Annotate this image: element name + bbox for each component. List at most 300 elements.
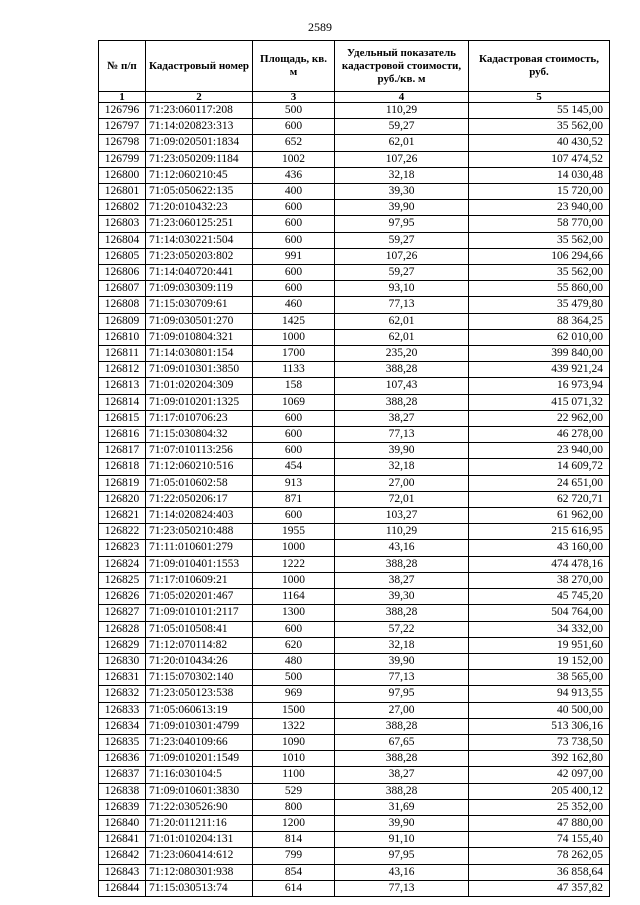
specific-value-cell: 57,22 xyxy=(335,621,469,637)
table-row xyxy=(99,265,610,281)
specific-value-cell: 388,28 xyxy=(335,718,469,734)
row-number-cell: 126805 xyxy=(99,248,146,264)
cadastral-cost-cell: 23 940,00 xyxy=(469,200,610,216)
cadastral-number-cell: 71:14:030221:504 xyxy=(146,232,253,248)
cadastral-cost-cell: 62 010,00 xyxy=(469,329,610,345)
cadastral-cost-cell: 513 306,16 xyxy=(469,718,610,734)
cadastral-cost-cell: 415 071,32 xyxy=(469,394,610,410)
cadastral-number-cell: 71:12:060210:45 xyxy=(146,167,253,183)
specific-value-cell: 107,26 xyxy=(335,248,469,264)
header-area: Площадь, кв. м xyxy=(253,41,335,92)
cadastral-number-cell: 71:05:050622:135 xyxy=(146,184,253,200)
cadastral-number-cell: 71:17:010706:23 xyxy=(146,410,253,426)
table-row xyxy=(99,767,610,783)
area-cell: 1133 xyxy=(253,362,335,378)
cadastral-number-cell: 71:15:030804:32 xyxy=(146,427,253,443)
specific-value-cell: 43,16 xyxy=(335,540,469,556)
cadastral-cost-cell: 25 352,00 xyxy=(469,799,610,815)
table-row xyxy=(99,362,610,378)
area-cell: 600 xyxy=(253,119,335,135)
area-cell: 1300 xyxy=(253,605,335,621)
cadastral-number-cell: 71:09:010601:3830 xyxy=(146,783,253,799)
row-number-cell: 126817 xyxy=(99,443,146,459)
cadastral-number-cell: 71:12:080301:938 xyxy=(146,864,253,880)
specific-value-cell: 72,01 xyxy=(335,491,469,507)
specific-value-cell: 91,10 xyxy=(335,832,469,848)
cadastral-number-cell: 71:05:010602:58 xyxy=(146,475,253,491)
row-number-cell: 126841 xyxy=(99,832,146,848)
specific-value-cell: 103,27 xyxy=(335,508,469,524)
cadastral-cost-cell: 46 278,00 xyxy=(469,427,610,443)
table-row xyxy=(99,524,610,540)
cadastral-cost-cell: 35 479,80 xyxy=(469,297,610,313)
cadastral-number-cell: 71:09:010201:1549 xyxy=(146,751,253,767)
cadastral-number-cell: 71:12:060210:516 xyxy=(146,459,253,475)
column-number: 2 xyxy=(146,92,253,103)
row-number-cell: 126835 xyxy=(99,734,146,750)
row-number-cell: 126801 xyxy=(99,184,146,200)
row-number-cell: 126812 xyxy=(99,362,146,378)
cadastral-number-cell: 71:11:010601:279 xyxy=(146,540,253,556)
cadastral-number-cell: 71:09:030309:119 xyxy=(146,281,253,297)
table-row xyxy=(99,783,610,799)
area-cell: 799 xyxy=(253,848,335,864)
table-row xyxy=(99,799,610,815)
table-row xyxy=(99,686,610,702)
specific-value-cell: 62,01 xyxy=(335,329,469,345)
row-number-cell: 126810 xyxy=(99,329,146,345)
cadastral-cost-cell: 23 940,00 xyxy=(469,443,610,459)
area-cell: 600 xyxy=(253,216,335,232)
cadastral-cost-cell: 215 616,95 xyxy=(469,524,610,540)
table-row xyxy=(99,832,610,848)
specific-value-cell: 39,90 xyxy=(335,443,469,459)
cadastral-number-cell: 71:09:010401:1553 xyxy=(146,556,253,572)
specific-value-cell: 110,29 xyxy=(335,524,469,540)
specific-value-cell: 59,27 xyxy=(335,119,469,135)
cadastral-cost-cell: 35 562,00 xyxy=(469,265,610,281)
row-number-cell: 126806 xyxy=(99,265,146,281)
cadastral-number-cell: 71:23:060414:612 xyxy=(146,848,253,864)
cadastral-number-cell: 71:14:040720:441 xyxy=(146,265,253,281)
table-row xyxy=(99,556,610,572)
table-row xyxy=(99,734,610,750)
table-row xyxy=(99,346,610,362)
cadastral-cost-cell: 24 651,00 xyxy=(469,475,610,491)
cadastral-value-table xyxy=(98,40,610,897)
row-number-cell: 126797 xyxy=(99,119,146,135)
area-cell: 1200 xyxy=(253,815,335,831)
area-cell: 1090 xyxy=(253,734,335,750)
cadastral-cost-cell: 88 364,25 xyxy=(469,313,610,329)
cadastral-cost-cell: 35 562,00 xyxy=(469,232,610,248)
table-header-row xyxy=(99,41,610,92)
cadastral-number-cell: 71:09:020501:1834 xyxy=(146,135,253,151)
row-number-cell: 126808 xyxy=(99,297,146,313)
specific-value-cell: 77,13 xyxy=(335,427,469,443)
cadastral-cost-cell: 19 951,60 xyxy=(469,637,610,653)
row-number-cell: 126834 xyxy=(99,718,146,734)
table-body xyxy=(99,103,610,897)
cadastral-number-cell: 71:05:010508:41 xyxy=(146,621,253,637)
cadastral-number-cell: 71:09:030501:270 xyxy=(146,313,253,329)
cadastral-cost-cell: 504 764,00 xyxy=(469,605,610,621)
specific-value-cell: 32,18 xyxy=(335,167,469,183)
row-number-cell: 126828 xyxy=(99,621,146,637)
row-number-cell: 126825 xyxy=(99,572,146,588)
cadastral-cost-cell: 62 720,71 xyxy=(469,491,610,507)
cadastral-number-cell: 71:16:030104:5 xyxy=(146,767,253,783)
specific-value-cell: 93,10 xyxy=(335,281,469,297)
area-cell: 1000 xyxy=(253,572,335,588)
row-number-cell: 126813 xyxy=(99,378,146,394)
row-number-cell: 126822 xyxy=(99,524,146,540)
area-cell: 1164 xyxy=(253,589,335,605)
row-number-cell: 126844 xyxy=(99,880,146,896)
cadastral-number-cell: 71:14:030801:154 xyxy=(146,346,253,362)
cadastral-cost-cell: 14 609,72 xyxy=(469,459,610,475)
row-number-cell: 126823 xyxy=(99,540,146,556)
area-cell: 600 xyxy=(253,265,335,281)
table-row xyxy=(99,637,610,653)
table-row xyxy=(99,443,610,459)
cadastral-number-cell: 71:23:050210:488 xyxy=(146,524,253,540)
area-cell: 800 xyxy=(253,799,335,815)
area-cell: 500 xyxy=(253,103,335,119)
specific-value-cell: 39,90 xyxy=(335,815,469,831)
area-cell: 1069 xyxy=(253,394,335,410)
row-number-cell: 126804 xyxy=(99,232,146,248)
specific-value-cell: 110,29 xyxy=(335,103,469,119)
row-number-cell: 126820 xyxy=(99,491,146,507)
specific-value-cell: 77,13 xyxy=(335,880,469,896)
area-cell: 620 xyxy=(253,637,335,653)
area-cell: 600 xyxy=(253,427,335,443)
specific-value-cell: 388,28 xyxy=(335,556,469,572)
cadastral-cost-cell: 47 880,00 xyxy=(469,815,610,831)
specific-value-cell: 97,95 xyxy=(335,848,469,864)
column-number: 4 xyxy=(335,92,469,103)
table-row xyxy=(99,184,610,200)
table-row xyxy=(99,151,610,167)
table-row xyxy=(99,410,610,426)
column-number: 3 xyxy=(253,92,335,103)
row-number-cell: 126833 xyxy=(99,702,146,718)
table-row xyxy=(99,880,610,896)
table-row xyxy=(99,459,610,475)
row-number-cell: 126843 xyxy=(99,864,146,880)
cadastral-cost-cell: 40 430,52 xyxy=(469,135,610,151)
cadastral-number-cell: 71:15:070302:140 xyxy=(146,670,253,686)
cadastral-number-cell: 71:15:030709:61 xyxy=(146,297,253,313)
specific-value-cell: 62,01 xyxy=(335,313,469,329)
row-number-cell: 126842 xyxy=(99,848,146,864)
area-cell: 500 xyxy=(253,670,335,686)
specific-value-cell: 39,30 xyxy=(335,589,469,605)
cadastral-number-cell: 71:23:050123:538 xyxy=(146,686,253,702)
column-number: 5 xyxy=(469,92,610,103)
table-row xyxy=(99,427,610,443)
cadastral-cost-cell: 36 858,64 xyxy=(469,864,610,880)
cadastral-cost-cell: 392 162,80 xyxy=(469,751,610,767)
specific-value-cell: 39,30 xyxy=(335,184,469,200)
table-row xyxy=(99,135,610,151)
area-cell: 1010 xyxy=(253,751,335,767)
cadastral-cost-cell: 55 145,00 xyxy=(469,103,610,119)
table-row xyxy=(99,653,610,669)
specific-value-cell: 43,16 xyxy=(335,864,469,880)
area-cell: 1700 xyxy=(253,346,335,362)
row-number-cell: 126802 xyxy=(99,200,146,216)
row-number-cell: 126824 xyxy=(99,556,146,572)
cadastral-cost-cell: 107 474,52 xyxy=(469,151,610,167)
table-row xyxy=(99,119,610,135)
cadastral-cost-cell: 14 030,48 xyxy=(469,167,610,183)
cadastral-number-cell: 71:14:020823:313 xyxy=(146,119,253,135)
area-cell: 600 xyxy=(253,621,335,637)
cadastral-cost-cell: 61 962,00 xyxy=(469,508,610,524)
table-row xyxy=(99,572,610,588)
specific-value-cell: 31,69 xyxy=(335,799,469,815)
table-row xyxy=(99,248,610,264)
specific-value-cell: 107,43 xyxy=(335,378,469,394)
specific-value-cell: 62,01 xyxy=(335,135,469,151)
cadastral-cost-cell: 205 400,12 xyxy=(469,783,610,799)
area-cell: 480 xyxy=(253,653,335,669)
area-cell: 1002 xyxy=(253,151,335,167)
area-cell: 1000 xyxy=(253,329,335,345)
table-row xyxy=(99,313,610,329)
cadastral-cost-cell: 47 357,82 xyxy=(469,880,610,896)
table-row xyxy=(99,394,610,410)
row-number-cell: 126826 xyxy=(99,589,146,605)
table-row xyxy=(99,848,610,864)
area-cell: 158 xyxy=(253,378,335,394)
cadastral-cost-cell: 73 738,50 xyxy=(469,734,610,750)
area-cell: 436 xyxy=(253,167,335,183)
specific-value-cell: 27,00 xyxy=(335,475,469,491)
table-row xyxy=(99,540,610,556)
cadastral-cost-cell: 58 770,00 xyxy=(469,216,610,232)
area-cell: 1222 xyxy=(253,556,335,572)
table-row xyxy=(99,491,610,507)
table-row xyxy=(99,621,610,637)
table-row xyxy=(99,378,610,394)
row-number-cell: 126840 xyxy=(99,815,146,831)
cadastral-number-cell: 71:09:010201:1325 xyxy=(146,394,253,410)
specific-value-cell: 38,27 xyxy=(335,767,469,783)
cadastral-number-cell: 71:09:010804:321 xyxy=(146,329,253,345)
area-cell: 1100 xyxy=(253,767,335,783)
area-cell: 1425 xyxy=(253,313,335,329)
area-cell: 969 xyxy=(253,686,335,702)
table-row xyxy=(99,589,610,605)
cadastral-number-cell: 71:07:010113:256 xyxy=(146,443,253,459)
specific-value-cell: 32,18 xyxy=(335,459,469,475)
table-row xyxy=(99,751,610,767)
cadastral-cost-cell: 94 913,55 xyxy=(469,686,610,702)
table-row xyxy=(99,281,610,297)
specific-value-cell: 388,28 xyxy=(335,362,469,378)
cadastral-number-cell: 71:15:030513:74 xyxy=(146,880,253,896)
cadastral-number-cell: 71:05:060613:19 xyxy=(146,702,253,718)
cadastral-number-cell: 71:23:050209:1184 xyxy=(146,151,253,167)
table-row xyxy=(99,670,610,686)
cadastral-cost-cell: 45 745,20 xyxy=(469,589,610,605)
area-cell: 600 xyxy=(253,508,335,524)
row-number-cell: 126811 xyxy=(99,346,146,362)
row-number-cell: 126800 xyxy=(99,167,146,183)
specific-value-cell: 32,18 xyxy=(335,637,469,653)
area-cell: 652 xyxy=(253,135,335,151)
cadastral-number-cell: 71:23:060125:251 xyxy=(146,216,253,232)
cadastral-cost-cell: 43 160,00 xyxy=(469,540,610,556)
specific-value-cell: 388,28 xyxy=(335,605,469,621)
cadastral-number-cell: 71:09:010301:4799 xyxy=(146,718,253,734)
row-number-cell: 126831 xyxy=(99,670,146,686)
area-cell: 460 xyxy=(253,297,335,313)
area-cell: 871 xyxy=(253,491,335,507)
row-number-cell: 126798 xyxy=(99,135,146,151)
cadastral-cost-cell: 35 562,00 xyxy=(469,119,610,135)
specific-value-cell: 107,26 xyxy=(335,151,469,167)
area-cell: 400 xyxy=(253,184,335,200)
area-cell: 614 xyxy=(253,880,335,896)
cadastral-number-cell: 71:12:070114:82 xyxy=(146,637,253,653)
cadastral-number-cell: 71:01:010204:131 xyxy=(146,832,253,848)
area-cell: 600 xyxy=(253,200,335,216)
row-number-cell: 126796 xyxy=(99,103,146,119)
specific-value-cell: 388,28 xyxy=(335,751,469,767)
specific-value-cell: 388,28 xyxy=(335,783,469,799)
cadastral-number-cell: 71:05:020201:467 xyxy=(146,589,253,605)
specific-value-cell: 38,27 xyxy=(335,572,469,588)
table-row xyxy=(99,718,610,734)
table-row xyxy=(99,167,610,183)
specific-value-cell: 67,65 xyxy=(335,734,469,750)
cadastral-cost-cell: 22 962,00 xyxy=(469,410,610,426)
cadastral-cost-cell: 38 270,00 xyxy=(469,572,610,588)
area-cell: 1500 xyxy=(253,702,335,718)
header-cadastral-number: Кадастровый номер xyxy=(146,41,253,92)
row-number-cell: 126838 xyxy=(99,783,146,799)
row-number-cell: 126815 xyxy=(99,410,146,426)
cadastral-number-cell: 71:09:010101:2117 xyxy=(146,605,253,621)
cadastral-number-cell: 71:09:010301:3850 xyxy=(146,362,253,378)
area-cell: 600 xyxy=(253,232,335,248)
specific-value-cell: 59,27 xyxy=(335,265,469,281)
area-cell: 814 xyxy=(253,832,335,848)
specific-value-cell: 39,90 xyxy=(335,200,469,216)
table-row xyxy=(99,815,610,831)
row-number-cell: 126827 xyxy=(99,605,146,621)
cadastral-number-cell: 71:23:050203:802 xyxy=(146,248,253,264)
table-row xyxy=(99,216,610,232)
table-row xyxy=(99,297,610,313)
row-number-cell: 126807 xyxy=(99,281,146,297)
row-number-cell: 126837 xyxy=(99,767,146,783)
area-cell: 1000 xyxy=(253,540,335,556)
header-row-number: № п/п xyxy=(99,41,146,92)
area-cell: 529 xyxy=(253,783,335,799)
specific-value-cell: 27,00 xyxy=(335,702,469,718)
row-number-cell: 126816 xyxy=(99,427,146,443)
area-cell: 600 xyxy=(253,281,335,297)
cadastral-number-cell: 71:14:020824:403 xyxy=(146,508,253,524)
table-row xyxy=(99,508,610,524)
cadastral-number-cell: 71:22:050206:17 xyxy=(146,491,253,507)
table-row xyxy=(99,200,610,216)
specific-value-cell: 77,13 xyxy=(335,670,469,686)
specific-value-cell: 388,28 xyxy=(335,394,469,410)
table-row xyxy=(99,232,610,248)
row-number-cell: 126836 xyxy=(99,751,146,767)
row-number-cell: 126839 xyxy=(99,799,146,815)
row-number-cell: 126829 xyxy=(99,637,146,653)
table-row xyxy=(99,605,610,621)
row-number-cell: 126809 xyxy=(99,313,146,329)
area-cell: 913 xyxy=(253,475,335,491)
row-number-cell: 126803 xyxy=(99,216,146,232)
cadastral-number-cell: 71:01:020204:309 xyxy=(146,378,253,394)
header-specific-value: Удельный показатель кадастровой стоимости, руб./кв. м xyxy=(335,41,469,92)
specific-value-cell: 39,90 xyxy=(335,653,469,669)
cadastral-number-cell: 71:17:010609:21 xyxy=(146,572,253,588)
cadastral-cost-cell: 106 294,66 xyxy=(469,248,610,264)
specific-value-cell: 97,95 xyxy=(335,216,469,232)
row-number-cell: 126832 xyxy=(99,686,146,702)
area-cell: 1955 xyxy=(253,524,335,540)
cadastral-cost-cell: 42 097,00 xyxy=(469,767,610,783)
cadastral-number-cell: 71:23:060117:208 xyxy=(146,103,253,119)
area-cell: 600 xyxy=(253,410,335,426)
cadastral-cost-cell: 38 565,00 xyxy=(469,670,610,686)
cadastral-number-cell: 71:20:010434:26 xyxy=(146,653,253,669)
table-row xyxy=(99,864,610,880)
row-number-cell: 126814 xyxy=(99,394,146,410)
row-number-cell: 126821 xyxy=(99,508,146,524)
table-row xyxy=(99,329,610,345)
cadastral-cost-cell: 15 720,00 xyxy=(469,184,610,200)
cadastral-number-cell: 71:20:011211:16 xyxy=(146,815,253,831)
cadastral-cost-cell: 40 500,00 xyxy=(469,702,610,718)
specific-value-cell: 38,27 xyxy=(335,410,469,426)
table-row xyxy=(99,475,610,491)
cadastral-cost-cell: 439 921,24 xyxy=(469,362,610,378)
table-row xyxy=(99,702,610,718)
cadastral-cost-cell: 16 973,94 xyxy=(469,378,610,394)
area-cell: 600 xyxy=(253,443,335,459)
cadastral-number-cell: 71:20:010432:23 xyxy=(146,200,253,216)
header-cadastral-cost: Кадастровая стоимость, руб. xyxy=(469,41,610,92)
row-number-cell: 126799 xyxy=(99,151,146,167)
cadastral-cost-cell: 19 152,00 xyxy=(469,653,610,669)
cadastral-cost-cell: 34 332,00 xyxy=(469,621,610,637)
area-cell: 454 xyxy=(253,459,335,475)
cadastral-number-cell: 71:23:040109:66 xyxy=(146,734,253,750)
area-cell: 1322 xyxy=(253,718,335,734)
row-number-cell: 126830 xyxy=(99,653,146,669)
cadastral-cost-cell: 74 155,40 xyxy=(469,832,610,848)
page-number: 2589 xyxy=(308,20,332,34)
column-number: 1 xyxy=(99,92,146,103)
specific-value-cell: 235,20 xyxy=(335,346,469,362)
area-cell: 991 xyxy=(253,248,335,264)
specific-value-cell: 77,13 xyxy=(335,297,469,313)
cadastral-cost-cell: 55 860,00 xyxy=(469,281,610,297)
cadastral-cost-cell: 474 478,16 xyxy=(469,556,610,572)
area-cell: 854 xyxy=(253,864,335,880)
